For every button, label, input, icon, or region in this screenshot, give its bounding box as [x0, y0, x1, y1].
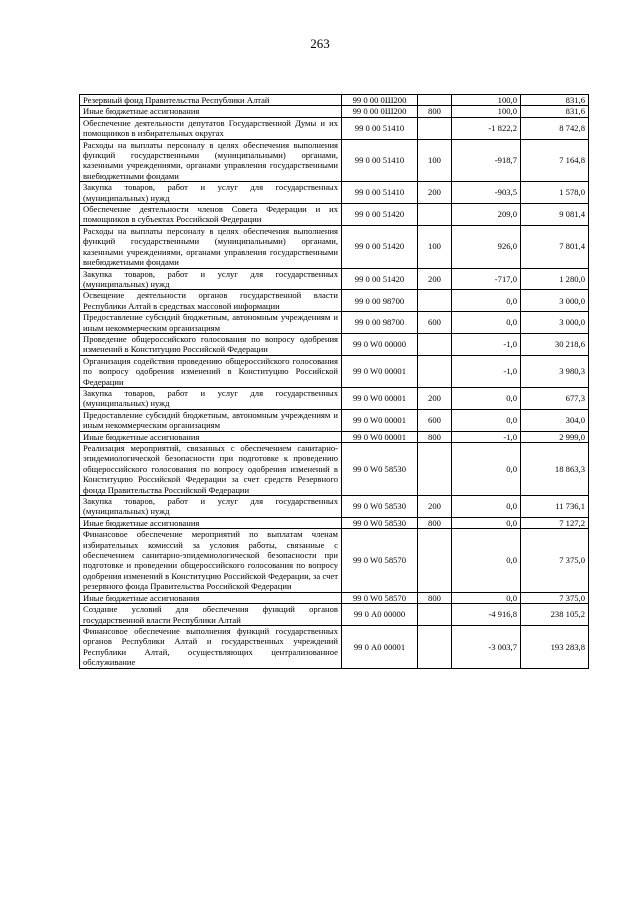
expense-name-cell: Закупка товаров, работ и услуг для государственных (муниципальных) нужд	[80, 182, 342, 204]
target-code-cell: 99 0 W0 58530	[342, 517, 418, 528]
table-row	[80, 106, 589, 117]
total-amount-cell: 193 283,8	[521, 625, 589, 668]
expense-name-cell: Обеспечение деятельности депутатов Государственной Думы и их помощников в избирательных округах	[80, 117, 342, 139]
table-row	[80, 225, 589, 268]
expense-name-cell: Создание условий для обеспечения функций органов государственной власти Республики Алтай	[80, 604, 342, 626]
total-amount-cell: 7 375,0	[521, 529, 589, 592]
target-code-cell: 99 0 W0 00001	[342, 431, 418, 442]
expense-type-cell: 200	[418, 268, 452, 290]
total-amount-cell: 1 280,0	[521, 268, 589, 290]
target-code-cell: 99 0 00 98700	[342, 312, 418, 334]
target-code-cell: 99 0 00 51420	[342, 204, 418, 226]
target-code-cell: 99 0 W0 58570	[342, 592, 418, 603]
change-amount-cell: -717,0	[452, 268, 521, 290]
total-amount-cell: 1 578,0	[521, 182, 589, 204]
expense-type-cell: 200	[418, 387, 452, 409]
table-row	[80, 117, 589, 139]
total-amount-cell: 18 863,3	[521, 443, 589, 496]
change-amount-cell: 0,0	[452, 592, 521, 603]
total-amount-cell: 9 081,4	[521, 204, 589, 226]
target-code-cell: 99 0 W0 58530	[342, 443, 418, 496]
expense-type-cell: 100	[418, 225, 452, 268]
change-amount-cell: 0,0	[452, 443, 521, 496]
expense-type-cell: 200	[418, 496, 452, 518]
expense-name-cell: Иные бюджетные ассигнования	[80, 517, 342, 528]
budget-table	[79, 94, 589, 669]
change-amount-cell: 0,0	[452, 496, 521, 518]
total-amount-cell: 677,3	[521, 387, 589, 409]
expense-type-cell	[418, 443, 452, 496]
table-row	[80, 625, 589, 668]
table-row	[80, 268, 589, 290]
expense-name-cell: Иные бюджетные ассигнования	[80, 431, 342, 442]
expense-type-cell	[418, 204, 452, 226]
table-row	[80, 592, 589, 603]
expense-type-cell	[418, 95, 452, 106]
total-amount-cell: 3 000,0	[521, 312, 589, 334]
table-row	[80, 95, 589, 106]
total-amount-cell: 3 980,3	[521, 355, 589, 387]
change-amount-cell: 0,0	[452, 290, 521, 312]
target-code-cell: 99 0 W0 00001	[342, 355, 418, 387]
change-amount-cell: 0,0	[452, 409, 521, 431]
table-row	[80, 182, 589, 204]
expense-name-cell: Организация содействия проведению общероссийского голосования по вопросу одобрения изменений в Конституцию Российской Федерации	[80, 355, 342, 387]
expense-type-cell: 800	[418, 517, 452, 528]
change-amount-cell: -903,5	[452, 182, 521, 204]
target-code-cell: 99 0 00 51410	[342, 117, 418, 139]
total-amount-cell: 831,6	[521, 106, 589, 117]
expense-name-cell: Закупка товаров, работ и услуг для государственных (муниципальных) нужд	[80, 387, 342, 409]
change-amount-cell: -1,0	[452, 355, 521, 387]
target-code-cell: 99 0 W0 00001	[342, 409, 418, 431]
expense-name-cell: Закупка товаров, работ и услуг для государственных (муниципальных) нужд	[80, 268, 342, 290]
change-amount-cell: 0,0	[452, 517, 521, 528]
target-code-cell: 99 0 00 0Ш200	[342, 95, 418, 106]
expense-name-cell: Иные бюджетные ассигнования	[80, 592, 342, 603]
expense-name-cell: Финансовое обеспечение мероприятий по выплатам членам избирательных комиссий за условия работы, связанные с обеспечением санитарно-эпидемиологической безопасности при подготовке и проведении общероссийского голосования по вопросу одобрения изменений в Конституцию Российской Федерации, за счет резервного фонда Правительства Российской Федерации	[80, 529, 342, 592]
target-code-cell: 99 0 00 51420	[342, 225, 418, 268]
change-amount-cell: -918,7	[452, 139, 521, 182]
change-amount-cell: 100,0	[452, 106, 521, 117]
total-amount-cell: 3 000,0	[521, 290, 589, 312]
target-code-cell: 99 0 W0 58530	[342, 496, 418, 518]
table-row	[80, 139, 589, 182]
table-row	[80, 333, 589, 355]
total-amount-cell: 238 105,2	[521, 604, 589, 626]
total-amount-cell: 11 736,1	[521, 496, 589, 518]
change-amount-cell: 209,0	[452, 204, 521, 226]
total-amount-cell: 304,0	[521, 409, 589, 431]
total-amount-cell: 831,6	[521, 95, 589, 106]
table-row	[80, 443, 589, 496]
change-amount-cell: -1 822,2	[452, 117, 521, 139]
expense-type-cell: 600	[418, 409, 452, 431]
change-amount-cell: -1,0	[452, 333, 521, 355]
expense-type-cell: 200	[418, 182, 452, 204]
change-amount-cell: 926,0	[452, 225, 521, 268]
table-row	[80, 604, 589, 626]
expense-name-cell: Закупка товаров, работ и услуг для государственных (муниципальных) нужд	[80, 496, 342, 518]
change-amount-cell: 0,0	[452, 387, 521, 409]
table-row	[80, 409, 589, 431]
expense-name-cell: Предоставление субсидий бюджетным, автономным учреждениям и иным некоммерческим организациям	[80, 312, 342, 334]
expense-type-cell: 600	[418, 312, 452, 334]
expense-type-cell	[418, 529, 452, 592]
target-code-cell: 99 0 00 0Ш200	[342, 106, 418, 117]
expense-type-cell: 800	[418, 431, 452, 442]
table-row	[80, 431, 589, 442]
expense-name-cell: Расходы на выплаты персоналу в целях обеспечения выполнения функций государственными (муниципальными) органами, казенными учреждениями, органами управления государственными внебюджетными фондами	[80, 139, 342, 182]
expense-type-cell	[418, 290, 452, 312]
total-amount-cell: 2 999,0	[521, 431, 589, 442]
target-code-cell: 99 0 А0 00000	[342, 604, 418, 626]
change-amount-cell: 0,0	[452, 529, 521, 592]
expense-type-cell: 800	[418, 106, 452, 117]
table-row	[80, 517, 589, 528]
table-row	[80, 290, 589, 312]
expense-name-cell: Резервный фонд Правительства Республики Алтай	[80, 95, 342, 106]
target-code-cell: 99 0 W0 00001	[342, 387, 418, 409]
page-number: 263	[310, 36, 330, 51]
target-code-cell: 99 0 00 98700	[342, 290, 418, 312]
table-row	[80, 355, 589, 387]
expense-type-cell	[418, 355, 452, 387]
expense-name-cell: Обеспечение деятельности членов Совета Федерации и их помощников в субъектах Российской Федерации	[80, 204, 342, 226]
target-code-cell: 99 0 W0 58570	[342, 529, 418, 592]
change-amount-cell: -1,0	[452, 431, 521, 442]
total-amount-cell: 30 218,6	[521, 333, 589, 355]
budget-table-body	[80, 95, 589, 669]
expense-type-cell	[418, 117, 452, 139]
table-row	[80, 204, 589, 226]
expense-name-cell: Расходы на выплаты персоналу в целях обеспечения выполнения функций государственными (муниципальными) органами, казенными учреждениями, органами управления государственными внебюджетными фондами	[80, 225, 342, 268]
total-amount-cell: 7 164,8	[521, 139, 589, 182]
expense-name-cell: Проведение общероссийского голосования по вопросу одобрения изменений в Конституцию Российской Федерации	[80, 333, 342, 355]
total-amount-cell: 8 742,8	[521, 117, 589, 139]
expense-name-cell: Предоставление субсидий бюджетным, автономным учреждениям и иным некоммерческим организациям	[80, 409, 342, 431]
expense-name-cell: Реализация мероприятий, связанных с обеспечением санитарно-эпидемиологической безопасности при подготовке к проведению общероссийского голосования по вопросу одобрения изменений в Конституцию Российской Федерации за счет средств Резервного фонда Правительства Российской Федерации	[80, 443, 342, 496]
expense-type-cell: 800	[418, 592, 452, 603]
change-amount-cell: 0,0	[452, 312, 521, 334]
target-code-cell: 99 0 00 51410	[342, 139, 418, 182]
table-row	[80, 529, 589, 592]
change-amount-cell: -3 003,7	[452, 625, 521, 668]
target-code-cell: 99 0 00 51420	[342, 268, 418, 290]
target-code-cell: 99 0 00 51410	[342, 182, 418, 204]
table-row	[80, 387, 589, 409]
expense-name-cell: Финансовое обеспечение выполнения функций государственных органов Республики Алтай и государственных учреждений Республики Алтай, осуществляющих централизованное обслуживание	[80, 625, 342, 668]
expense-type-cell	[418, 333, 452, 355]
expense-type-cell	[418, 625, 452, 668]
change-amount-cell: -4 916,8	[452, 604, 521, 626]
expense-name-cell: Освещение деятельности органов государственной власти Республики Алтай в средствах массовой информации	[80, 290, 342, 312]
expense-type-cell: 100	[418, 139, 452, 182]
table-row	[80, 312, 589, 334]
total-amount-cell: 7 375,0	[521, 592, 589, 603]
change-amount-cell: 100,0	[452, 95, 521, 106]
expense-type-cell	[418, 604, 452, 626]
target-code-cell: 99 0 W0 00000	[342, 333, 418, 355]
table-row	[80, 496, 589, 518]
total-amount-cell: 7 127,2	[521, 517, 589, 528]
total-amount-cell: 7 801,4	[521, 225, 589, 268]
expense-name-cell: Иные бюджетные ассигнования	[80, 106, 342, 117]
target-code-cell: 99 0 А0 00001	[342, 625, 418, 668]
